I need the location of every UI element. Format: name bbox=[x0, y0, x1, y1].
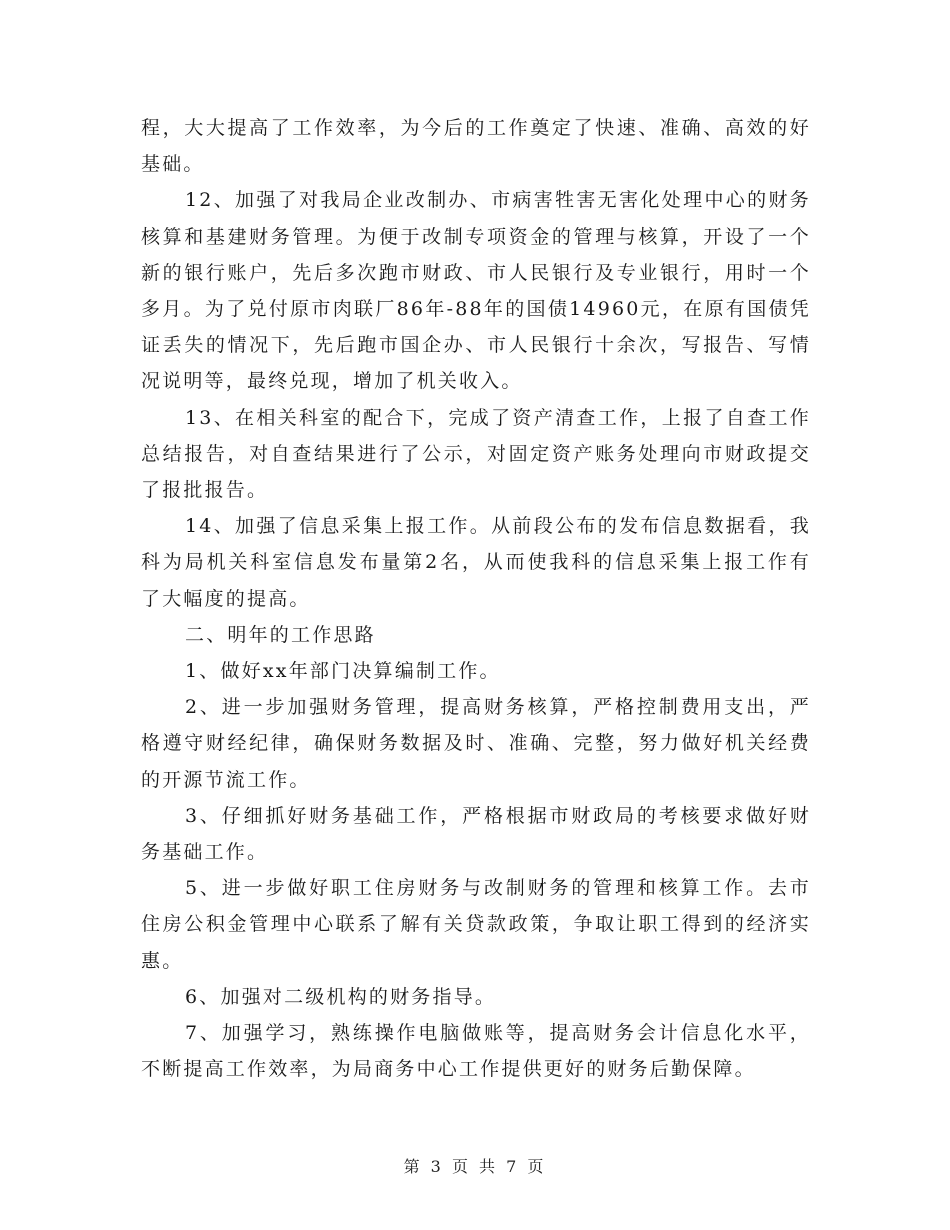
paragraph: 5、进一步做好职工住房财务与改制财务的管理和核算工作。去市住房公积金管理中心联系了解有关贷款政策，争取让职工得到的经济实惠。 bbox=[141, 877, 811, 972]
paragraph: 12、加强了对我局企业改制办、市病害牲害无害化处理中心的财务核算和基建财务管理。为便于改制专项资金的管理与核算，开设了一个新的银行账户，先后多次跑市财政、市人民银行及专业银行，用时一个多月。为了兑付原市肉联厂86年-88年的国债14960元，在原有国债凭证丢失的情况下，先后跑市国企办、市人民银行十余次，写报告、写情况说明等，最终兑现，增加了机关收入。 bbox=[141, 189, 811, 393]
paragraph: 7、加强学习，熟练操作电脑做账等，提高财务会计信息化水平，不断提高工作效率，为局商务中心工作提供更好的财务后勤保障。 bbox=[141, 1022, 811, 1081]
paragraph: 6、加强对二级机构的财务指导。 bbox=[185, 985, 497, 1008]
paragraph: 1、做好xx年部门决算编制工作。 bbox=[185, 660, 501, 683]
document-body bbox=[141, 110, 811, 1087]
paragraph: 13、在相关科室的配合下，完成了资产清查工作，上报了自查工作总结报告，对自查结果进行了公示，对固定资产账务处理向市财政提交了报批报告。 bbox=[141, 406, 811, 502]
paragraph: 2、进一步加强财务管理，提高财务核算，严格控制费用支出，严格遵守财经纪律，确保财务数据及时、准确、完整，努力做好机关经费的开源节流工作。 bbox=[141, 696, 811, 791]
paragraph: 14、加强了信息采集上报工作。从前段公布的发布信息数据看，我科为局机关科室信息发布量第2名，从而使我科的信息采集上报工作有了大幅度的提高。 bbox=[141, 515, 811, 610]
paragraph: 程，大大提高了工作效率，为今后的工作奠定了快速、准确、高效的好基础。 bbox=[141, 117, 811, 176]
page-number-footer: 第 3 页 共 7 页 bbox=[403, 1157, 547, 1176]
paragraph: 3、仔细抓好财务基础工作，严格根据市财政局的考核要求做好财务基础工作。 bbox=[141, 804, 811, 864]
section-heading: 二、明年的工作思路 bbox=[185, 623, 376, 646]
